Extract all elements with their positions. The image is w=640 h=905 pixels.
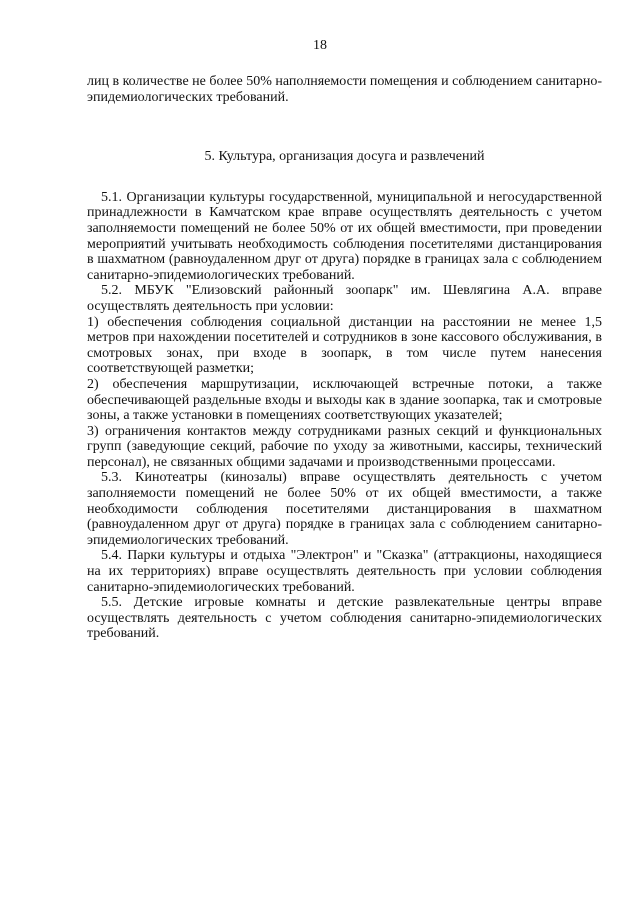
section-heading: 5. Культура, организация досуга и развлечений (204, 149, 485, 165)
paragraph-5-1: 5.1. Организации культуры государственной, муниципальной и негосударственной принадлежности в Камчатском крае вправе осуществлять деятельность с учетом заполняемости помещений не более 50% от их общей вместимости, при проведении мероприятий учитывать необходимость соблюдения посетителями дистанцирования в шахматном (равноудаленном друг от друга) порядке в границах зала с соблюдением санитарно-эпидемиологических требований. (87, 189, 602, 283)
paragraph-5-2: 5.2. МБУК "Елизовский районный зоопарк" им. Шевлягина А.А. вправе осуществлять деятельность при условии: (87, 283, 602, 314)
document-body (87, 74, 602, 642)
paragraph-5-3: 5.3. Кинотеатры (кинозалы) вправе осуществлять деятельность с учетом заполняемости помещений не более 50% от их общей вместимости, а также необходимости соблюдения посетителями дистанцирования в шахматном (равноудаленном друг от друга) порядке в границах зала с соблюдением санитарно-эпидемиологических требований. (87, 470, 602, 548)
paragraph-5-2-item-2: 2) обеспечения маршрутизации, исключающей встречные потоки, а также обеспечивающей раздельные входы и выходы как в здание зоопарка, так и смотровые зоны, а также установки в помещениях соответствующих указателей; (87, 376, 602, 424)
paragraph-5-2-item-3: 3) ограничения контактов между сотрудниками разных секций и функциональных групп (заведующие секций, рабочие по уходу за животными, кассиры, технический персонал), не связанных общими задачами и производственными процессами. (87, 423, 602, 470)
intro-paragraph: лиц в количестве не более 50% наполняемости помещения и соблюдением санитарно-эпидемиологических требований. (87, 74, 602, 105)
paragraph-5-5: 5.5. Детские игровые комнаты и детские развлекательные центры вправе осуществлять деятельность с учетом соблюдения санитарно-эпидемиологических требований. (87, 595, 602, 642)
paragraph-5-4: 5.4. Парки культуры и отдыха "Электрон" и "Сказка" (аттракционы, находящиеся на их территориях) вправе осуществлять деятельность при условии соблюдения санитарно-эпидемиологических требований. (87, 548, 602, 595)
page-number: 18 (313, 38, 327, 53)
paragraph-5-2-item-1: 1) обеспечения соблюдения социальной дистанции на расстоянии не менее 1,5 метров при нахождении посетителей и сотрудников в зоне кассового обслуживания, в смотровых зонах, при входе в зоопарк, в том числе путем нанесения соответствующей разметки; (87, 314, 602, 377)
